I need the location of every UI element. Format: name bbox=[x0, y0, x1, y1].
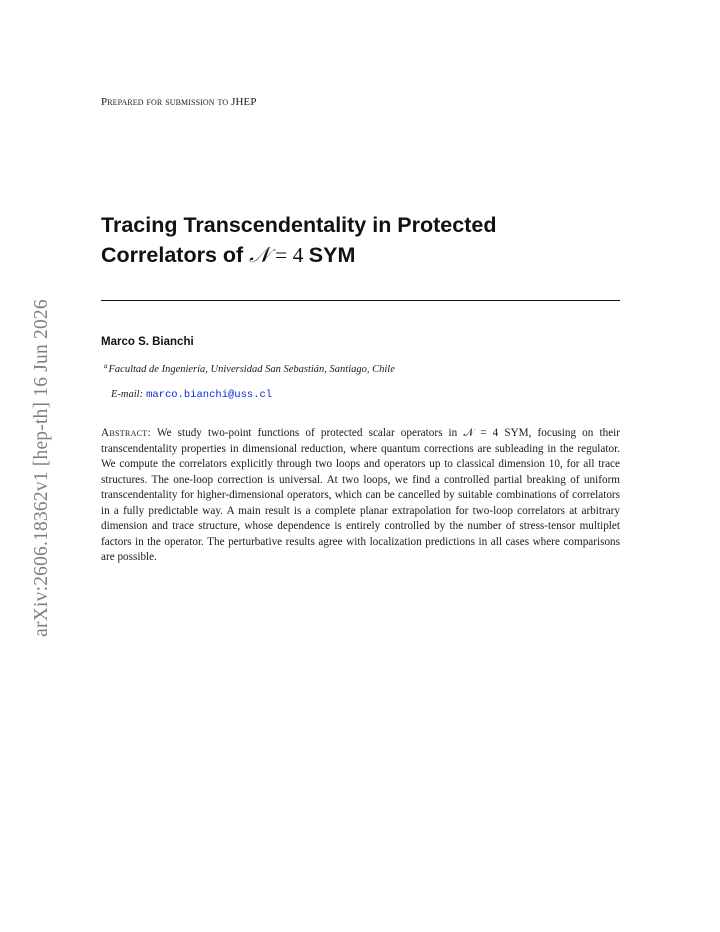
email-label: E-mail: bbox=[111, 389, 144, 400]
author-name: Marco S. Bianchi bbox=[101, 336, 194, 348]
affiliation-text: Facultad de Ingeniería, Universidad San Sebastián, Santiago, Chile bbox=[108, 364, 395, 375]
affiliation-mark: a bbox=[104, 362, 108, 370]
title-math-eq: = 4 bbox=[269, 243, 309, 267]
abstract bbox=[101, 426, 620, 566]
arxiv-identifier-stamp: arXiv:2606.18362v1 [hep-th] 16 Jun 2026 bbox=[31, 299, 52, 637]
email-link[interactable]: marco.bianchi@uss.cl bbox=[146, 389, 273, 401]
title-rule bbox=[101, 300, 620, 301]
title-line-2-prefix: Correlators of bbox=[101, 243, 250, 267]
abstract-text: We study two-point functions of protected scalar operators in 𝒩 = 4 SYM, focusing on their transcendentality properties in dimensional reduction, where quantum corrections are subleading in the regulator. We compute the correlators explicitly through two loops and operators up to classical dimension 10, for all trace structures. The one-loop correction is universal. At two loops, we find a controlled partial breaking of uniform transcendentality for higher-dimensional operators, which can be cancelled by suitable combinations of correlators in a fully predictable way. A main result is a complete planar extrapolation for two-loop correlators at arbitrary dimension and trace structure, whose dependence is entirely controlled by the number of stress-tensor multiplet factors in the operator. The perturbative results agree with localization predictions in all cases where comparisons are possible. bbox=[101, 427, 620, 564]
title-line-2 bbox=[101, 240, 621, 271]
author-affiliation bbox=[104, 362, 395, 375]
title-math-n: 𝒩 bbox=[249, 243, 270, 268]
submission-note: Prepared for submission to JHEP bbox=[101, 96, 257, 108]
author-email bbox=[111, 389, 272, 401]
abstract-heading: Abstract: bbox=[101, 427, 151, 439]
title-line-2-suffix: SYM bbox=[308, 243, 356, 267]
paper-title bbox=[101, 210, 621, 271]
title-line-1: Tracing Transcendentality in Protected bbox=[101, 213, 497, 237]
